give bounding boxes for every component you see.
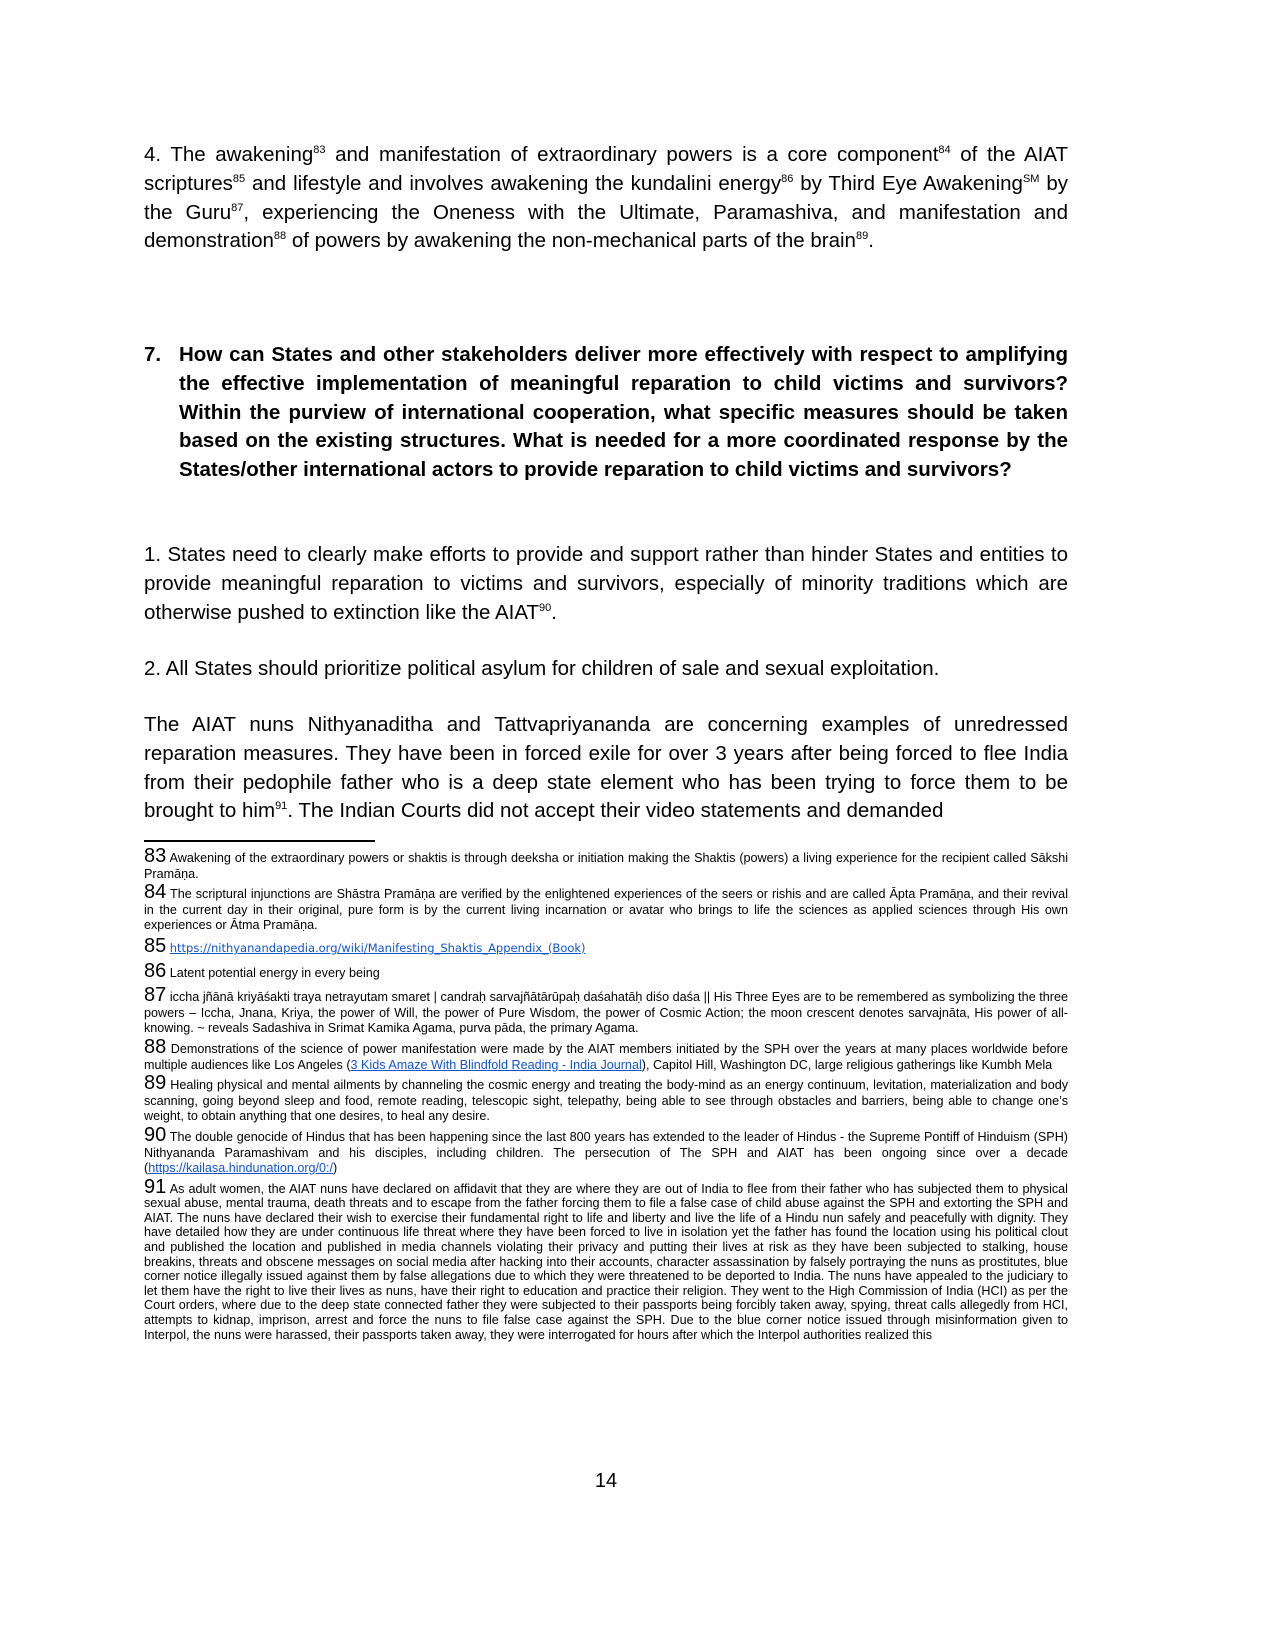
footnote-90: 90 The double genocide of Hindus that has been happening since the last 800 years has extended to the leader of Hindus - the Supreme Pontiff of Hinduism (SPH) Nithyananda Paramashivam and his disciples, including children. The persecution of The SPH and AIAT has been ongoing since over a decade (https://kailasa.hindunation.org/0:/) [144, 1123, 1068, 1176]
footnote-ref-88[interactable]: 88 [273, 230, 287, 243]
footnote-ref-84[interactable]: 84 [938, 144, 951, 156]
footnote-ref-91[interactable]: 91 [275, 800, 288, 813]
paragraph-powers: 4. The awakening$^{83}$ and manifestation of extraordinary powers is a core component$^{84}$ of the AIAT scriptures$^{85}$ and lifestyle and involves awakening the kundalini energy$^{86}$ by Third Eye Awakening℠ by the Guru$^{87}$, experiencing the Oneness with the Ultimate, Paramashiva, and manifestation and demonstration$^{88}$ of powers by awakening the non-mechanical parts of the brain$^{89}$. [144, 143, 1068, 253]
footnote-ref-83[interactable]: 83 [313, 144, 326, 156]
footnote-ref-89[interactable]: 89 [855, 230, 869, 243]
footnote-87: 87 iccha jñānā kriyāśakti traya netrayutam smaret | candraḥ sarvajñātārūpaḥ daśahatāḥ diśo daśa || His Three Eyes are to be remembered as symbolizing the three powers – Iccha, Jnana, Kriya, the power of Will, the power of Pure Wisdom, the power of Cosmic Action; the moon crescent denotes sarvajnāta, His power of all- knowing. ~ reveals Sadashiva in Srimat Kamika Agama, purva pāda, the primary Agama. [144, 984, 1068, 1036]
footnote-89: 89 Healing physical and mental ailments by channeling the cosmic energy and treating the body-mind as an energy continuum, levitation, materialization and body scanning, going beyond sleep and food, remote reading, telescopic sight, telepathy, being able to see through obstacles and barriers, being able to change one’s weight, to obtain anything that one desires, to heal any desire. [144, 1072, 1068, 1124]
footnote-ref-85[interactable]: 85 [232, 172, 246, 185]
question-text: How can States and other stakeholders deliver more effectively with respect to amplifying the effective implementation of meaningful reparation to child victims and survivors? Within the purview of international cooperation, what specific measures should be taken based on the existing structures. What is needed for a more coordinated response by the States/other international actors to provide reparation to child victims and survivors? [179, 343, 1068, 482]
question-number: 7. [144, 343, 162, 366]
page-number: 14 [594, 1470, 618, 1492]
service-mark: SM [1022, 172, 1040, 185]
footnotes [144, 845, 1069, 1344]
footnote-ref-90[interactable]: 90 [539, 601, 552, 614]
nithyanandapedia-link[interactable]: https://nithyanandapedia.org/wiki/Manifesting_Shaktis_Appendix_(Book) [169, 940, 586, 955]
paragraph-nuns: The AIAT nuns Nithyanaditha and Tattvapriyananda are concerning examples of unredressed reparation measures. They have been in forced exile for over 3 years after being forced to flee India from their pedophile father who is a deep state element who has been trying to force them to be brought to him$^{91}$. The Indian Courts did not accept their video statements and demanded [144, 713, 1068, 823]
answer-2: 2. All States should prioritize political asylum for children of sale and sexual exploitation. [144, 657, 940, 680]
footnote-83: 83 Awakening of the extraordinary powers or shaktis is through deeksha or initiation making the Shaktis (powers) a living experience for the recipient called Sākshi Pramāṇa. [144, 845, 1068, 881]
india-journal-link[interactable]: 3 Kids Amaze With Blindfold Reading - India Journal [350, 1057, 642, 1072]
footnote-85: 85 https://nithyanandapedia.org/wiki/Manifesting_Shaktis_Appendix_(Book) [144, 934, 586, 957]
footnote-86: 86 Latent potential energy in every being [144, 959, 380, 982]
footnote-91: 91 As adult women, the AIAT nuns have declared on affidavit that they are where they are out of India to flee from their father who has subjected them to physical sexual abuse, mental trauma, death threats and to escape from the father forcing them to file a false case of child abuse against the SPH and extorting the SPH and AIAT. The nuns have declared their wish to exercise their fundamental right to life and liberty and live the life of a Hindu nun safely and peacefully with dignity. They have detailed how they are under continuous life threat where they have been forced to live in isolation yet the father has found the location using his political clout and published the location and published in media channels violating their privacy and putting their lives at risk as they have been subjected to stalking, house breakins, threats and obscene messages on social media after hacking into their accounts, character assassination by falsely portraying the nuns as prostitutes, blue corner notice illegally issued against them by false allegations due to which they were threatened to be deported to India. The nuns have appealed to the judiciary to let them have the right to live their lives as nuns, have their right to education and practice their religion. They went to the High Commission of India (HCI) as per the Court orders, where due to the deep state connected father they were subjected to their passports being forcibly taken away, spying, threat calls allegedly from HCI, attempts to kidnap, imprison, arrest and force the nuns to file false case against the SPH. Due to the blue corner notice issued through misinformation given to Interpol, the nuns were harassed, their passports taken away, they were interrogated for hours after which the Interpol authorities realized this [144, 1175, 1068, 1342]
footnote-separator [144, 840, 375, 842]
answer-1: 1. States need to clearly make efforts to provide and support rather than hinder States and entities to provide meaningful reparation to victims and survivors, especially of minority traditions which are otherwise pushed to extinction like the AIAT$^{90}$. [144, 543, 1068, 624]
footnote-ref-86[interactable]: 86 [781, 172, 794, 185]
question-heading [144, 341, 1068, 485]
footnote-88: 88 Demonstrations of the science of power manifestation were made by the AIAT members initiated by the SPH over the years at many places worldwide before multiple audiences like Los Angeles (3 Kids Amaze With Blindfold Reading - India Journal), Capitol Hill, Washington DC, large religious gatherings like Kumbh Mela [144, 1035, 1069, 1072]
kailasa-link[interactable]: https://kailasa.hindunation.org/0:/ [148, 1161, 334, 1176]
footnote-ref-87[interactable]: 87 [231, 201, 244, 214]
footnote-84: 84 The scriptural injunctions are Shāstra Pramāṇa are verified by the enlightened experiences of the seers or rishis and are called Āpta Pramāṇa, and their revival in the current day in their original, pure form is by the current living incarnation or avatar who brings to life the sciences as applied sciences through His own experiences or Ātma Pramāṇa. [144, 881, 1068, 933]
